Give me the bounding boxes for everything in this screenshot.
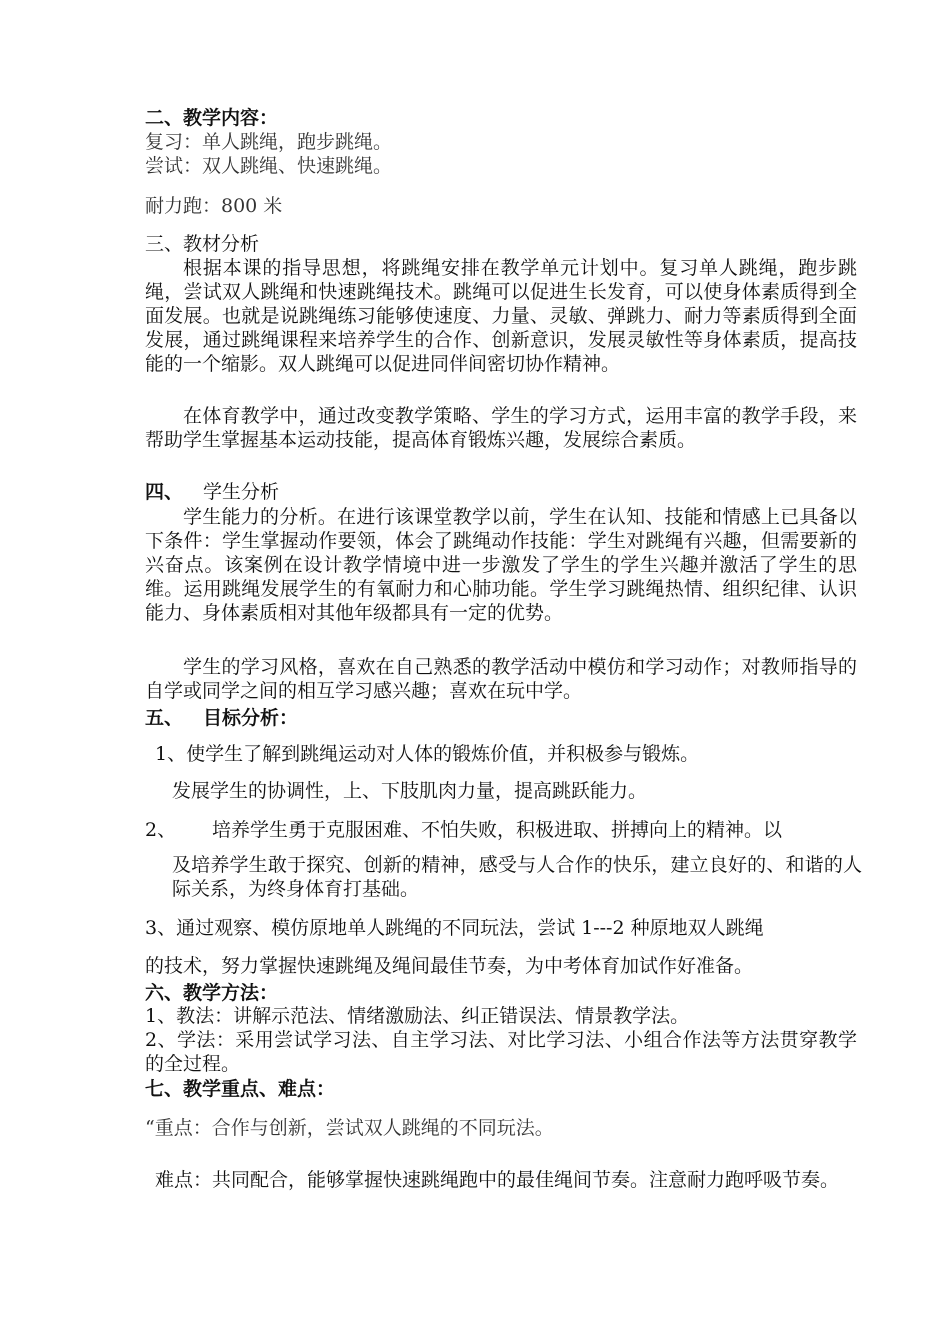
student-heading-text: 学生分析: [203, 481, 280, 503]
section-heading-teaching-content: 二、教学内容：: [145, 107, 279, 129]
goal-1-line-a: 1、使学生了解到跳绳运动对人体的锻炼价值，并积极参与锻炼。: [155, 743, 700, 765]
student-heading-number: 四、: [145, 481, 184, 503]
goal-2-number: 2、: [145, 819, 177, 841]
goal-2-line-a: 培养学生勇于克服困难、不怕失败，积极进取、拼搏向上的精神。以: [212, 819, 783, 841]
key-point-line: “重点：合作与创新，尝试双人跳绳的不同玩法。: [145, 1117, 554, 1139]
section-heading-key-points: 七、教学重点、难点：: [145, 1078, 336, 1100]
method-line-2: 2、学法：采用尝试学习法、自主学习法、对比学习法、小组合作法等方法贯穿教学的全过程。: [145, 1029, 857, 1075]
student-paragraph-1: 学生能力的分析。在进行该课堂教学以前，学生在认知、技能和情感上已具备以下条件：学生掌握动作要领，体会了跳绳动作技能：学生对跳绳有兴趣，但需要新的兴奋点。该案例在设计教学情境中进一步激发了学生的学生兴趣并激活了学生的思维。运用跳绳发展学生的有氧耐力和心肺功能。学生学习跳绳热情、组织纪律、认识能力、身体素质相对其他年级都具有一定的优势。: [145, 506, 857, 624]
section-heading-teaching-methods: 六、教学方法：: [145, 982, 279, 1004]
method-line-1: 1、教法：讲解示范法、情绪激励法、纠正错误法、情景教学法。: [145, 1005, 690, 1027]
section-heading-material-analysis: 三、教材分析: [145, 233, 260, 255]
goal-3-line-a: 3、通过观察、模仿原地单人跳绳的不同玩法，尝试 1---2 种原地双人跳绳: [145, 917, 764, 939]
review-line: 复习：单人跳绳，跑步跳绳。: [145, 131, 393, 153]
section-heading-goal-analysis: [145, 706, 860, 730]
section-heading-student-analysis: [145, 480, 860, 504]
goal-heading-text: 目标分析：: [203, 707, 299, 729]
endurance-line: 耐力跑：800 米: [145, 195, 283, 217]
goal-3-line-b: 的技术，努力掌握快速跳绳及绳间最佳节奏，为中考体育加试作好准备。: [145, 955, 754, 977]
analysis-paragraph-2: 在体育教学中，通过改变教学策略、学生的学习方式，运用丰富的教学手段，来帮助学生掌握基本运动技能，提高体育锻炼兴趣，发展综合素质。: [145, 405, 857, 451]
goal-1-line-b: 发展学生的协调性，上、下肢肌肉力量，提高跳跃能力。: [172, 780, 648, 802]
analysis-paragraph-1: 根据本课的指导思想，将跳绳安排在教学单元计划中。复习单人跳绳，跑步跳绳，尝试双人跳绳和快速跳绳技术。跳绳可以促进生长发育，可以使身体素质得到全面发展。也就是说跳绳练习能够使速度、力量、灵敏、弹跳力、耐力等素质得到全面发展，通过跳绳课程来培养学生的合作、创新意识，发展灵敏性等身体素质，提高技能的一个缩影。双人跳绳可以促进同伴间密切协作精神。: [145, 257, 857, 375]
goal-2-line-b: 及培养学生敢于探究、创新的精神，感受与人合作的快乐，建立良好的、和谐的人际关系，为终身体育打基础。: [172, 854, 862, 900]
difficult-point-line: 难点：共同配合，能够掌握快速跳绳跑中的最佳绳间节奏。注意耐力跑呼吸节奏。: [155, 1169, 840, 1191]
goal-heading-number: 五、: [145, 707, 184, 729]
attempt-line: 尝试：双人跳绳、快速跳绳。: [145, 155, 393, 177]
student-paragraph-2: 学生的学习风格，喜欢在自己熟悉的教学活动中模仿和学习动作；对教师指导的自学或同学之间的相互学习感兴趣；喜欢在玩中学。: [145, 656, 857, 702]
